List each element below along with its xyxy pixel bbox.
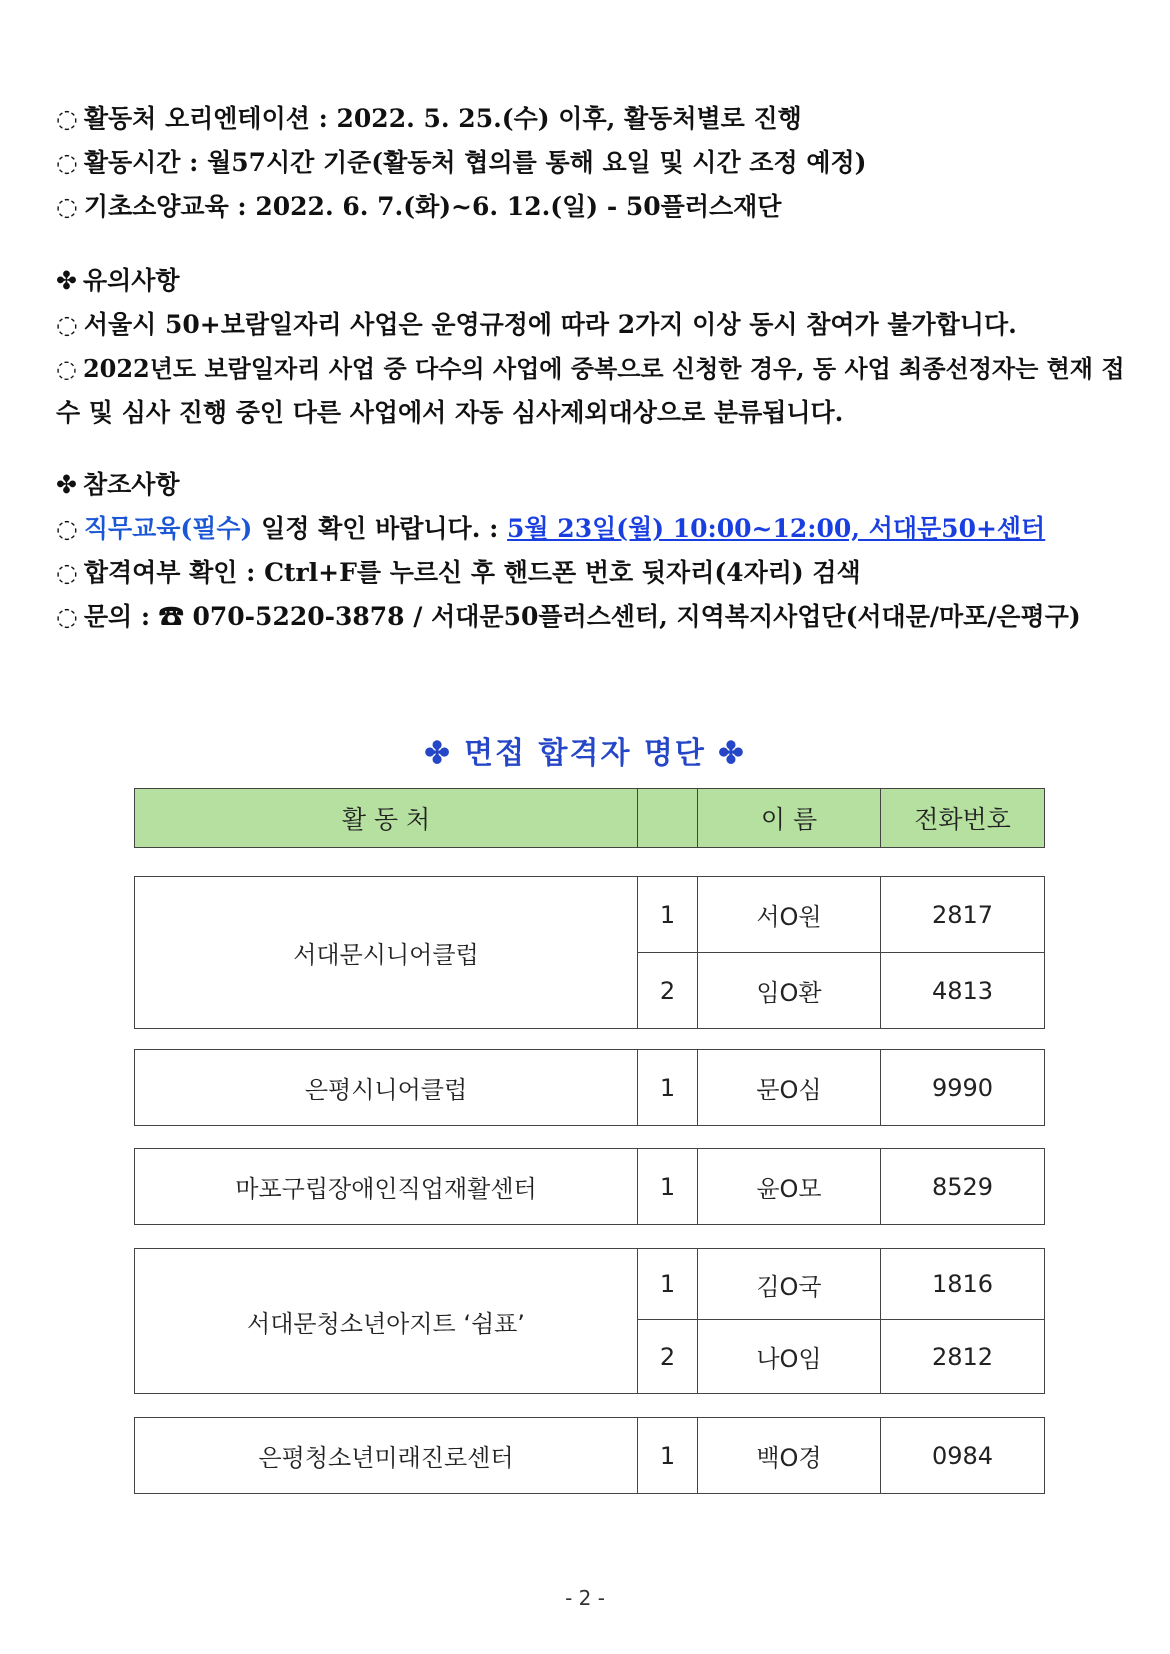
header-phone: 전화번호: [881, 789, 1045, 848]
name-cell: 김O국: [698, 1249, 881, 1320]
orientation-line: ◌ 활동처 오리엔테이션 : 2022. 5. 25.(수) 이후, 활동처별로 진행: [56, 104, 802, 133]
name-cell: 백O경: [698, 1418, 881, 1494]
table-row: [135, 1249, 1045, 1320]
row-number: 2: [638, 1320, 698, 1394]
notice-line-2-cont: 수 및 심사 진행 중인 다른 사업에서 자동 심사제외대상으로 분류됩니다.: [56, 398, 844, 427]
bullet-icon: ◌: [56, 104, 78, 133]
header-name: 이 름: [698, 789, 881, 848]
group-table: [134, 876, 1045, 1029]
bullet-icon: ◌: [56, 355, 77, 383]
group-table: [134, 1417, 1045, 1494]
result-check-line: ◌ 합격여부 확인 : Ctrl+F를 누르신 후 핸드폰 번호 뒷자리(4자리) 검색: [56, 558, 861, 587]
bullet-icon: ◌: [56, 310, 78, 339]
bullet-icon: ◌: [56, 602, 78, 631]
page-number: - 2 -: [565, 1586, 605, 1610]
name-cell: 서O원: [698, 877, 881, 953]
training-label: 직무교육(필수): [83, 514, 253, 543]
group-table: [134, 1148, 1045, 1225]
row-number: 1: [638, 1050, 698, 1126]
group-table: [134, 1248, 1045, 1394]
reference-heading: ✤ 참조사항: [56, 470, 180, 499]
training-schedule-link[interactable]: 5월 23일(월) 10:00~12:00, 서대문50+센터: [507, 514, 1046, 543]
training-line: ◌ 직무교육(필수) 일정 확인 바랍니다. : 5월 23일(월) 10:00~12:00, 서대문50+센터: [56, 514, 1046, 543]
table-row: [135, 877, 1045, 953]
phone-cell: 9990: [881, 1050, 1045, 1126]
name-cell: 문O심: [698, 1050, 881, 1126]
table-row: [135, 1050, 1045, 1126]
notice-line-1: ◌ 서울시 50+보람일자리 사업은 운영규정에 따라 2가지 이상 동시 참여가 불가합니다.: [56, 310, 1017, 339]
phone-cell: 8529: [881, 1149, 1045, 1225]
clover-icon: ✤: [56, 470, 77, 499]
clover-icon: ✤: [718, 736, 746, 771]
bullet-icon: ◌: [56, 192, 78, 221]
name-cell: 나O임: [698, 1320, 881, 1394]
table-header: [134, 788, 1045, 848]
phone-cell: 2812: [881, 1320, 1045, 1394]
name-cell: 임O환: [698, 953, 881, 1029]
header-number: [638, 789, 698, 848]
phone-cell: 2817: [881, 877, 1045, 953]
bullet-icon: ◌: [56, 558, 78, 587]
activity-hours-line: ◌ 활동시간 : 월57시간 기준(활동처 협의를 통해 요일 및 시간 조정 예정): [56, 148, 867, 177]
notice-heading: ✤ 유의사항: [56, 266, 180, 295]
place-cell: 마포구립장애인직업재활센터: [135, 1149, 638, 1225]
row-number: 1: [638, 1249, 698, 1320]
place-cell: 서대문청소년아지트 ‘쉼표’: [135, 1249, 638, 1394]
basic-training-line: ◌ 기초소양교육 : 2022. 6. 7.(화)~6. 12.(일) - 50플러스재단: [56, 192, 782, 221]
table-row: [135, 1149, 1045, 1225]
clover-icon: ✤: [424, 736, 452, 771]
row-number: 2: [638, 953, 698, 1029]
phone-cell: 0984: [881, 1418, 1045, 1494]
clover-icon: ✤: [56, 266, 77, 295]
place-cell: 은평시니어클럽: [135, 1050, 638, 1126]
bullet-icon: ◌: [56, 148, 78, 177]
phone-cell: 4813: [881, 953, 1045, 1029]
row-number: 1: [638, 1149, 698, 1225]
group-table: [134, 1049, 1045, 1126]
place-cell: 은평청소년미래진로센터: [135, 1418, 638, 1494]
phone-cell: 1816: [881, 1249, 1045, 1320]
contact-line: ◌ 문의 : ☎ 070-5220-3878 / 서대문50플러스센터, 지역복지사업단(서대문/마포/은평구): [56, 602, 1081, 631]
name-cell: 윤O모: [698, 1149, 881, 1225]
row-number: 1: [638, 1418, 698, 1494]
header-place: 활 동 처: [135, 789, 638, 848]
notice-line-2: ◌ 2022년도 보람일자리 사업 중 다수의 사업에 중복으로 신청한 경우, 동 사업 최종선정자는 현재 접: [56, 354, 1125, 383]
table-row: [135, 1418, 1045, 1494]
place-cell: 서대문시니어클럽: [135, 877, 638, 1029]
phone-icon: ☎: [158, 602, 184, 631]
row-number: 1: [638, 877, 698, 953]
list-title: ✤ 면접 합격자 명단 ✤: [424, 736, 746, 771]
bullet-icon: ◌: [56, 514, 78, 543]
